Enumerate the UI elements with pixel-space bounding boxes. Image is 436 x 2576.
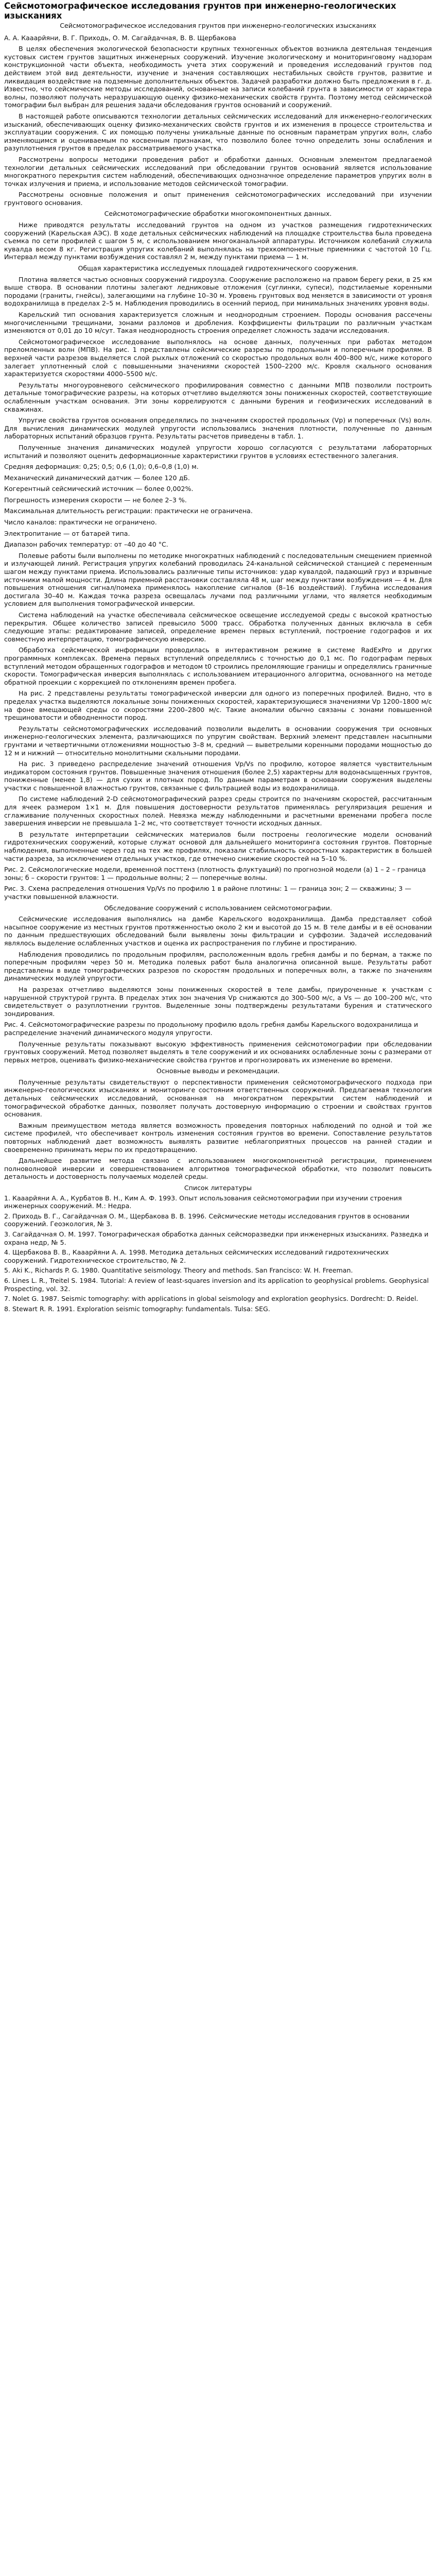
spec-line: Диапазон рабочих температур: от –40 до 40 °С. (4, 540, 168, 549)
reference-item: 3. Сагайдачная О. М. 1997. Томографическая обработка данных сейсморазведки при инженерных изысканиях. Разведка и охрана недр, № 5. (4, 1230, 429, 1246)
paragraph: Полученные значения динамических модулей упругости хорошо согласуются с результатами лабораторных испытаний и позволяют оценить деформационные характеристики грунтов в условиях естественного залегания. (4, 443, 432, 460)
paragraph: Ниже приводятся результаты исследований грунтов на одном из участков размещения гидротехнических сооружений (Карельская АЭС). В ходе детальных сейсмических наблюдений на площадке строительства была проведена съемка по сети профилей с шагом 5 м, с использованием многоканальной аппаратуры. Источником колебаний служила кувалда весом 8 кг. Регистрация упругих колебаний выполнялась на трехкомпонентные приемники с частотой 10 Гц. Интервал между пунктами возбуждения составлял 2 м, между пунктами приема — 1 м. (4, 221, 432, 261)
spec-line: Электропитание — от батарей типа. (4, 529, 130, 537)
reference-item: 2. Приходь В. Г., Сагайдачная О. М., Щербакова В. В. 1996. Сейсмические методы исследования грунтов в основании сооружений. Геоэкология, № 3. (4, 1212, 410, 1228)
reference-item: 7. Nolet G. 1987. Seismic tomography: with applications in global seismology and exploration geophysics. Dordrecht: D. Reidel. (4, 1295, 418, 1303)
article-authors-block (4, 34, 432, 42)
spec-line: Максимальная длительность регистрации: практически не ограничена. (4, 507, 253, 515)
paragraph: Плотина является частью основных сооружений гидроузла. Сооружение расположено на правом берегу реки, в 25 км выше створа. В основании плотины залегают ледниковые отложения (суглинки, супеси), подстилаемые коренными породами (граниты, гнейсы), залегающими на глубине 10–30 м. Уровень грунтовых вод меняется в зависимости от уровня водохранилища в пределах 2–5 м. Наблюдения проводились в осенний период, при минимальных значениях уровня воды. (4, 275, 432, 308)
paragraph: Полученные результаты свидетельствуют о перспективности применения сейсмотомографического подхода при инженерно-геологических изысканиях и мониторинге состояния ответственных сооружений. Предлагаемая технология детальных сейсмических исследований, основанная на многократном перекрытии систем наблюдений и томографической обработке данных, позволяет получать достоверную информацию о строении и свойствах грунтов основания. (4, 1078, 432, 1118)
spec-line: Когерентный сейсмический источник — более 0,002%. (4, 485, 194, 493)
reference-item: 6. Lines L. R., Treitel S. 1984. Tutorial: A review of least-squares inversion and its application to geophysical problems. Geophysical Prospecting, vol. 32. (4, 1276, 429, 1293)
spec-line: Погрешность измерения скорости — не более 2–3 %. (4, 496, 187, 504)
spec-line: Число каналов: практически не ограничено. (4, 518, 157, 527)
reference-item: 5. Aki K., Richards P. G. 1980. Quantitative seismology. Theory and methods. San Francisco: W. H. Freeman. (4, 1266, 353, 1275)
paragraph: На разрезах отчетливо выделяются зоны пониженных скоростей в теле дамбы, приуроченные к участкам с нарушенной структурой грунта. В пределах этих зон значения Vp снижаются до 300–500 м/с, а Vs — до 100–200 м/с, что свидетельствует о разуплотнении грунтов. Выделенные зоны подтверждены результатами бурения и статического зондирования. (4, 985, 432, 1018)
paragraph: Сейсмические исследования выполнялись на дамбе Карельского водохранилища. Дамба представляет собой насыпное сооружение из местных грунтов протяженностью около 2 км и высотой до 15 м. В теле дамбы и в её основании по данным предшествующих обследований были выявлены зоны фильтрации и суффозии. Задачей исследований являлось выделение ослабленных участков и оценка их распространения по глубине и простиранию. (4, 915, 432, 947)
paragraph: Дальнейшее развитие метода связано с использованием многокомпонентной регистрации, применением полноволновой инверсии и совершенствованием алгоритмов томографической обработки, что позволит повысить детальность и достоверность получаемых моделей среды. (4, 1157, 432, 1181)
reference-item: 4. Щербакова В. В., Кааарйяни А. А. 1998. Методика детальных сейсмических исследований гидротехнических сооружений. Гидротехническое строительство, № 2. (4, 1248, 389, 1264)
paragraph: Система наблюдений на участке обеспечивала сейсмическое освещение исследуемой среды с высокой кратностью перекрытия. Общее количество записей превысило 5000 трасс. Обработка полученных данных включала в себя следующие этапы: редактирование записей, определение времен первых вступлений, построение годографов и их совместную интерпретацию, томографическую инверсию. (4, 611, 432, 643)
reference-item: 1. Кааарйяни А. А., Курбатов В. Н., Ким А. Ф. 1993. Опыт использования сейсмотомографии при изучении строения инженерных сооружений. М.: Недра. (4, 1194, 402, 1210)
paragraph: Обработка сейсмической информации проводилась в интерактивном режиме в системе RadExPro и других программных комплексах. Времена первых вступлений определялись с точностью до 0,1 мс. По годографам первых вступлений методом обращенных годографов и методом t0 строились преломляющие границы и определялись граничные скорости. Томографическая инверсия выполнялась с использованием итерационного алгоритма, основанного на методе обратной проекции с коррекцией по отклонениям времен пробега. (4, 646, 432, 686)
article-authors: А. А. Кааарйяни, В. Г. Приходь, О. М. Сагайдачная, В. В. Щербакова (4, 33, 236, 42)
paragraph: Наблюдения проводились по продольным профилям, расположенным вдоль гребня дамбы и по бермам, а также по поперечным профилям через 50 м. Методика полевых работ была аналогична описанной выше. Результаты работ представлены в виде томографических разрезов по скоростям продольных и поперечных волн, а также по значениям динамических модулей упругости. (4, 950, 432, 982)
paragraph: На рис. 3 приведено распределение значений отношения Vp/Vs по профилю, которое является чувствительным индикатором состояния грунтов. Повышенные значения отношения (более 2,5) характерны для водонасыщенных грунтов, пониженные (менее 1,8) — для сухих и плотных пород. По данным параметрам в основании сооружения выделены участки с повышенной влажностью грунтов, связанные с фильтрацией воды из водохранилища. (4, 760, 432, 792)
article-title: Сейсмотомографическое исследования грунтов при инженерно-геологических изысканиях (4, 1, 396, 21)
section-heading: Общая характеристика исследуемых площадей гидротехнического сооружения. (78, 264, 358, 273)
paragraph: На рис. 2 представлены результаты томографической инверсии для одного из поперечных профилей. Видно, что в пределах участка выделяются локальные зоны пониженных скоростей, характеризующиеся значениями Vp 1200–1800 м/с на фоне вмещающей среды со скоростями 2200–2800 м/с. Такие аномалии обычно связаны с зонами повышенной трещиноватости и обводненности пород. (4, 689, 432, 722)
paragraph: Карельский тип основания характеризуется сложным и неоднородным строением. Породы основания рассечены многочисленными трещинами, зонами разломов и дробления. Коэффициенты фильтрации по различным участкам изменяются от 0,01 до 10 м/сут. Такая неоднородность строения определяет сложность задачи исследования. (4, 311, 432, 335)
document-page (4, 0, 432, 1313)
spec-line: Механический динамический датчик — более 120 дБ. (4, 473, 190, 482)
figure-caption: Рис. 4. Сейсмотомографические разрезы по продольному профилю вдоль гребня дамбы Карельского водохранилища и распределение значений динамического модуля упругости. (4, 1021, 418, 1037)
references-list (4, 1194, 432, 1313)
paragraph: В целях обеспечения экологической безопасности крупных техногенных объектов возникла деятельная тенденция кустовых систем грунтов защитных инженерных сооружений. Изучение экологическому и мониторинговому надзорам конструкционной части объекта, необходимость учета этих сооружений и проведения исследований грунтов под действием этой вид деятельности, изучение и значения составляющих нестабильных свойств грунтов, развитие и ликвидация воздействие на подземные дополнительных объектов. Задачей разработки должно быть предложения в г. д. Известно, что сейсмические методы исследований, основанные на записи колебаний грунта в зависимости от характера волны, позволяют получать неразрушающую оценку физико-механических свойств грунта. Поэтому метод сейсмической томографии был выбран для решения задачи обследования грунтов оснований и сооружений. (4, 45, 432, 109)
paragraph: Результаты сейсмотомографических исследований позволили выделить в основании сооружения три основных инженерно-геологических элемента, различающихся по упругим свойствам. Верхний элемент представлен насыпными грунтами и четвертичными отложениями мощностью 3–8 м, средний — выветрелыми коренными породами мощностью до 12 м и нижний — относительно монолитными скальными породами. (4, 724, 432, 757)
section-heading: Основные выводы и рекомендации. (156, 1067, 280, 1075)
paragraph: Полученные результаты показывают высокую эффективность применения сейсмотомографии при обследовании грунтовых сооружений. Метод позволяет выделять в теле сооружений и их основаниях ослабленные зоны с размерами от первых метров, оценивать физико-механические свойства грунтов и прогнозировать их изменение во времени. (4, 1040, 432, 1064)
article-body (4, 45, 432, 1313)
paragraph: В результате интерпретации сейсмических материалов были построены геологические модели оснований гидротехнических сооружений, которые служат основой для дальнейшего мониторинга состояния грунтов. Повторные наблюдения, выполненные через год на тех же профилях, показали стабильность скоростных характеристик в большей части разреза, за исключением отдельных участков, где отмечено снижение скоростей на 5–10 %. (4, 830, 432, 862)
figure-caption: Рис. 3. Схема распределения отношения Vp/Vs по профилю 1 в районе плотины: 1 — граница зон; 2 — скважины; 3 — участки повышенной влажности. (4, 885, 411, 901)
reference-item: 8. Stewart R. R. 1991. Exploration seismic tomography: fundamentals. Tulsa: SEG. (4, 1304, 270, 1313)
paragraph: Рассмотрены основные положения и опыт применения сейсмотомографических исследований при изучении грунтового основания. (4, 191, 432, 207)
paragraph: Сейсмотомографическое исследование выполнялось на основе данных, полученных при работах методом преломленных волн (МПВ). На рис. 1 представлены сейсмические разрезы по продольным и поперечным профилям. В верхней части разрезов выделяется слой рыхлых отложений со скоростью продольных волн 400–800 м/с, ниже которого залегает уплотненный слой с повышенными значениями скоростей 1500–2200 м/с. Кровля скального основания характеризуется скоростями 4000–5500 м/с. (4, 337, 432, 378)
paragraph: Результаты многоуровневого сейсмического профилирования совместно с данными МПВ позволили построить детальные томографические разрезы, на которых отчетливо выделяются зоны пониженных скоростей, соответствующие ослабленным участкам основания. Эти зоны коррелируются с данными бурения и геофизических исследований в скважинах. (4, 381, 432, 413)
paragraph: В настоящей работе описываются технологии детальных сейсмических исследований для инженерно-геологических изысканий, обеспечивающих оценку физико-механических свойств грунтов и их изменения в процессе строительства и эксплуатации сооружения. С их помощью получены уникальные данные по основным параметрам упругих волн, слабо изменяющимся и оцениваемым по косвенным признакам, что позволило более точно определить зоны ослабления и разуплотнения грунтов в пределах рассматриваемого участка. (4, 112, 432, 152)
spec-line: Средняя деформация: 0,25; 0,5; 0,6 (1,0); 0,6–0,8 (1,0) м. (4, 463, 199, 471)
paragraph: Полевые работы были выполнены по методике многократных наблюдений с последовательным смещением приемной и излучающей линий. Регистрация упругих колебаний проводилась 24-канальной сейсмической станцией с переменным шагом между пунктами приема. Использовались различные типы источников: удар кувалдой, падающий груз и взрывные источники малой мощности. Длина приемной расстановки составляла 48 м, шаг между пунктами возбуждения — 4 м. Для повышения отношения сигнал/помеха применялось накопление сигналов (8–16 воздействий). Глубина исследования достигала 30–40 м. Каждая точка разреза освещалась лучами под различными углами, что является необходимым условием для выполнения томографической инверсии. (4, 551, 432, 608)
paragraph: Упругие свойства грунтов основания определялись по значениям скоростей продольных (Vp) и поперечных (Vs) волн. Для вычисления динамических модулей упругости использовались значения плотности, полученные по данным лабораторных испытаний образцов грунта. Результаты расчетов приведены в табл. 1. (4, 416, 432, 440)
section-heading: Сейсмотомографические обработки многокомпонентных данных. (104, 210, 332, 218)
references-heading: Список литературы (184, 1184, 252, 1192)
section-heading: Обследование сооружений с использованием сейсмотомографии. (104, 904, 332, 912)
paragraph: Важным преимуществом метода является возможность проведения повторных наблюдений по одной и той же системе профилей, что обеспечивает контроль изменения состояния грунтов во времени. Сопоставление результатов повторных наблюдений дает возможность выявлять развитие неблагоприятных процессов на ранней стадии и своевременно принимать меры по их предотвращению. (4, 1121, 432, 1154)
article-subtitle: Сейсмотомографическое исследования грунтов при инженерно-геологических изысканиях (60, 22, 376, 29)
paragraph: По системе наблюдений 2-D сейсмотомографический разрез среды строится по значениям скоростей, рассчитанным для ячеек размером 1×1 м. Для повышения достоверности результатов применялась регуляризация решения и сглаживание полученных скоростных полей. Невязка между наблюденными и расчетными временами пробега после завершения инверсии не превышала 1–2 мс, что соответствует точности исходных данных. (4, 795, 432, 827)
figure-caption: Рис. 2. Сейсмологические модели, временной посттенз (плотность флуктуаций) по прогнозной модели (а) 1 – 2 – граница зоны; б – скорости грунтов: 1 — продольные волны; 2 — поперечные волны. (4, 866, 426, 882)
paragraph: Рассмотрены вопросы методики проведения работ и обработки данных. Основным элементом предлагаемой технологии детальных сейсмических исследований при обследовании грунтов оснований является использование многократного перекрытия систем наблюдений, обеспечивающих однозначное определение параметров упругих волн в точках излучения и приема, и использование методов сейсмической томографии. (4, 155, 432, 188)
